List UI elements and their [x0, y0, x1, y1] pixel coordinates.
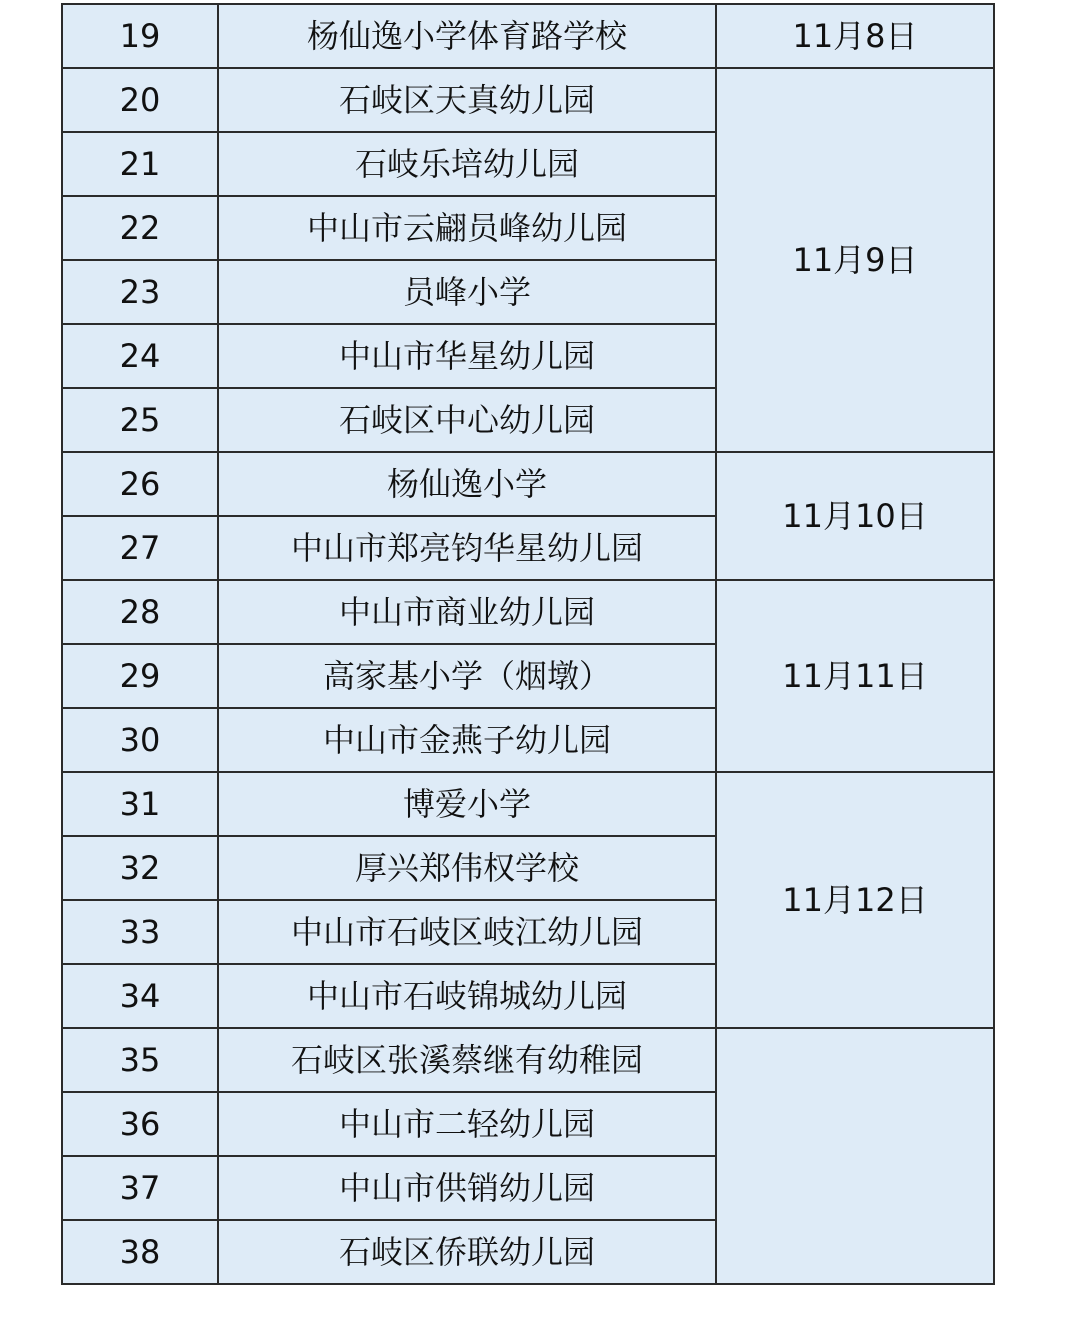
- row-number: 21: [62, 132, 218, 196]
- date-cell: [716, 1028, 994, 1284]
- school-name: 中山市华星幼儿园: [218, 324, 716, 388]
- school-name: 厚兴郑伟权学校: [218, 836, 716, 900]
- row-number: 24: [62, 324, 218, 388]
- table-row: [62, 452, 994, 516]
- row-number: 33: [62, 900, 218, 964]
- row-number: 30: [62, 708, 218, 772]
- table-row: [62, 1028, 994, 1092]
- school-name: 员峰小学: [218, 260, 716, 324]
- row-number: 23: [62, 260, 218, 324]
- schedule-table: [61, 3, 995, 1285]
- school-name: 石岐乐培幼儿园: [218, 132, 716, 196]
- row-number: 31: [62, 772, 218, 836]
- school-name: 杨仙逸小学体育路学校: [218, 4, 716, 68]
- date-cell: 11月12日: [716, 772, 994, 1028]
- school-name: 中山市石岐锦城幼儿园: [218, 964, 716, 1028]
- row-number: 22: [62, 196, 218, 260]
- row-number: 37: [62, 1156, 218, 1220]
- row-number: 36: [62, 1092, 218, 1156]
- school-name: 中山市二轻幼儿园: [218, 1092, 716, 1156]
- table-row: [62, 580, 994, 644]
- date-cell: 11月10日: [716, 452, 994, 580]
- row-number: 28: [62, 580, 218, 644]
- row-number: 26: [62, 452, 218, 516]
- row-number: 35: [62, 1028, 218, 1092]
- row-number: 27: [62, 516, 218, 580]
- date-cell: 11月11日: [716, 580, 994, 772]
- row-number: 32: [62, 836, 218, 900]
- school-name: 石岐区侨联幼儿园: [218, 1220, 716, 1284]
- school-name: 中山市供销幼儿园: [218, 1156, 716, 1220]
- row-number: 19: [62, 4, 218, 68]
- row-number: 25: [62, 388, 218, 452]
- school-name: 中山市石岐区岐江幼儿园: [218, 900, 716, 964]
- school-name: 石岐区中心幼儿园: [218, 388, 716, 452]
- school-name: 中山市金燕子幼儿园: [218, 708, 716, 772]
- row-number: 38: [62, 1220, 218, 1284]
- school-name: 中山市郑亮钧华星幼儿园: [218, 516, 716, 580]
- row-number: 20: [62, 68, 218, 132]
- school-name: 中山市商业幼儿园: [218, 580, 716, 644]
- school-name: 石岐区张溪蔡继有幼稚园: [218, 1028, 716, 1092]
- school-name: 石岐区天真幼儿园: [218, 68, 716, 132]
- school-name: 高家基小学（烟墩）: [218, 644, 716, 708]
- table-row: [62, 772, 994, 836]
- date-cell: 11月9日: [716, 68, 994, 452]
- row-number: 34: [62, 964, 218, 1028]
- row-number: 29: [62, 644, 218, 708]
- date-cell: 11月8日: [716, 4, 994, 68]
- table-row: [62, 68, 994, 132]
- school-name: 博爱小学: [218, 772, 716, 836]
- school-name: 中山市云翩员峰幼儿园: [218, 196, 716, 260]
- table-row: [62, 4, 994, 68]
- school-name: 杨仙逸小学: [218, 452, 716, 516]
